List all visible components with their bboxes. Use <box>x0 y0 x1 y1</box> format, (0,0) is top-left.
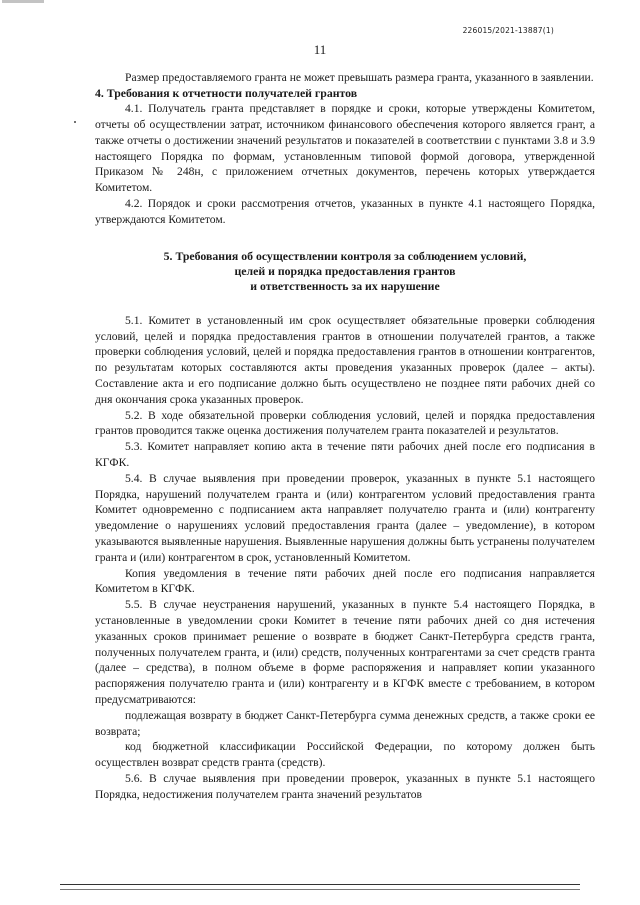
paragraph-4-2: 4.2. Порядок и сроки рассмотрения отчетов, указанных в пункте 4.1 настоящего Порядка, утверждаются Комитетом. <box>95 196 595 226</box>
paragraph-5-5: 5.5. В случае неустранения нарушений, указанных в пункте 5.4 настоящего Порядка, в установленные в уведомлении сроки Комитет в течение пяти рабочих дней со дня истечения указанных сроков принимает решение о возврате в бюджет Санкт-Петербурга средств гранта, полученных получателем гранта, и (или) средств, полученных контрагентами за счет средств гранта (далее – средства), в полном объеме в форме распоряжения и направляет копии указанного распоряжения получателю гранта и (или) контрагенту и в КГФК вместе с требованием, в котором предусматриваются: <box>95 598 595 706</box>
scan-dot <box>74 121 76 123</box>
scan-edge-mark <box>2 0 44 3</box>
page-number: 11 <box>313 42 327 57</box>
document-number: 226015/2021-13887(1) <box>462 26 554 35</box>
paragraph-5-6: 5.6. В случае выявления при проведении проверок, указанных в пункте 5.1 настоящего Порядка, недостижения получателем гранта значений результатов <box>95 771 595 801</box>
section-5-title-line: целей и порядка предоставления грантов <box>234 263 456 278</box>
paragraph-5-2: 5.2. В ходе обязательной проверки соблюдения условий, целей и порядка предоставления грантов проводится также оценка достижения получателем гранта показателей и результатов. <box>95 408 595 438</box>
intro-paragraph: Размер предоставляемого гранта не может превышать размера гранта, указанного в заявлении. <box>125 71 594 84</box>
bottom-scan-rule <box>60 884 580 885</box>
bottom-scan-rule <box>60 889 580 890</box>
paragraph-5-4: 5.4. В случае выявления при проведении проверок, указанных в пункте 5.1 настоящего Порядка, нарушений получателем гранта и (или) контрагентом условий предоставления гранта Комитет одновременно с подписанием акта направляет получателю гранта и (или) контрагенту уведомление о нарушениях условий предоставления гранта (далее – уведомление), в котором указываются выявленные нарушения. Выявленные нарушения должны быть устранены получателем гранта и (или) контрагентом в срок, установленный Комитетом. <box>95 471 595 564</box>
section-5-title <box>95 249 595 295</box>
paragraph-4-1: 4.1. Получатель гранта представляет в порядке и сроки, которые утверждены Комитетом, отчеты об осуществлении затрат, источником финансового обеспечения которого является грант, а также отчеты о достижении значений результатов и показателей в соответствии с пунктами 3.8 и 3.9 настоящего Порядка по формам, установленным типовой формой договора, утвержденной Приказом № 248н, с приложением отчетных документов, перечень которых утверждается Комитетом. <box>95 102 595 195</box>
paragraph-5-5-amount: подлежащая возврату в бюджет Санкт-Петербурга сумма денежных средств, а также сроки ее возврата; <box>95 708 595 738</box>
paragraph-5-4-copy: Копия уведомления в течение пяти рабочих дней после его подписания направляется Комитетом в КГФК. <box>95 566 595 596</box>
section-4-title: 4. Требования к отчетности получателей грантов <box>95 85 358 100</box>
section-5-title-line: 5. Требования об осуществлении контроля за соблюдением условий, <box>163 248 527 263</box>
paragraph-5-1: 5.1. Комитет в установленный им срок осуществляет обязательные проверки соблюдения условий, целей и порядка предоставления грантов в отношении получателей грантов, а также проверки соблюдения условий, целей и порядка предоставления грантов в отношении контрагентов, по результатам которых составляются акты проведения указанных проверок (далее – акты). Составление акта и его подписание должно быть осуществлено не позднее пяти рабочих дней со дня окончания срока указанных проверок. <box>95 313 595 406</box>
section-5-title-line: и ответственность за их нарушение <box>250 279 440 294</box>
document-body <box>95 70 595 803</box>
paragraph-5-3: 5.3. Комитет направляет копию акта в течение пяти рабочих дней после его подписания в КГФК. <box>95 440 595 469</box>
paragraph-5-5-code: код бюджетной классификации Российской Федерации, по которому должен быть осуществлен возврат средств гранта (средств). <box>95 740 595 770</box>
